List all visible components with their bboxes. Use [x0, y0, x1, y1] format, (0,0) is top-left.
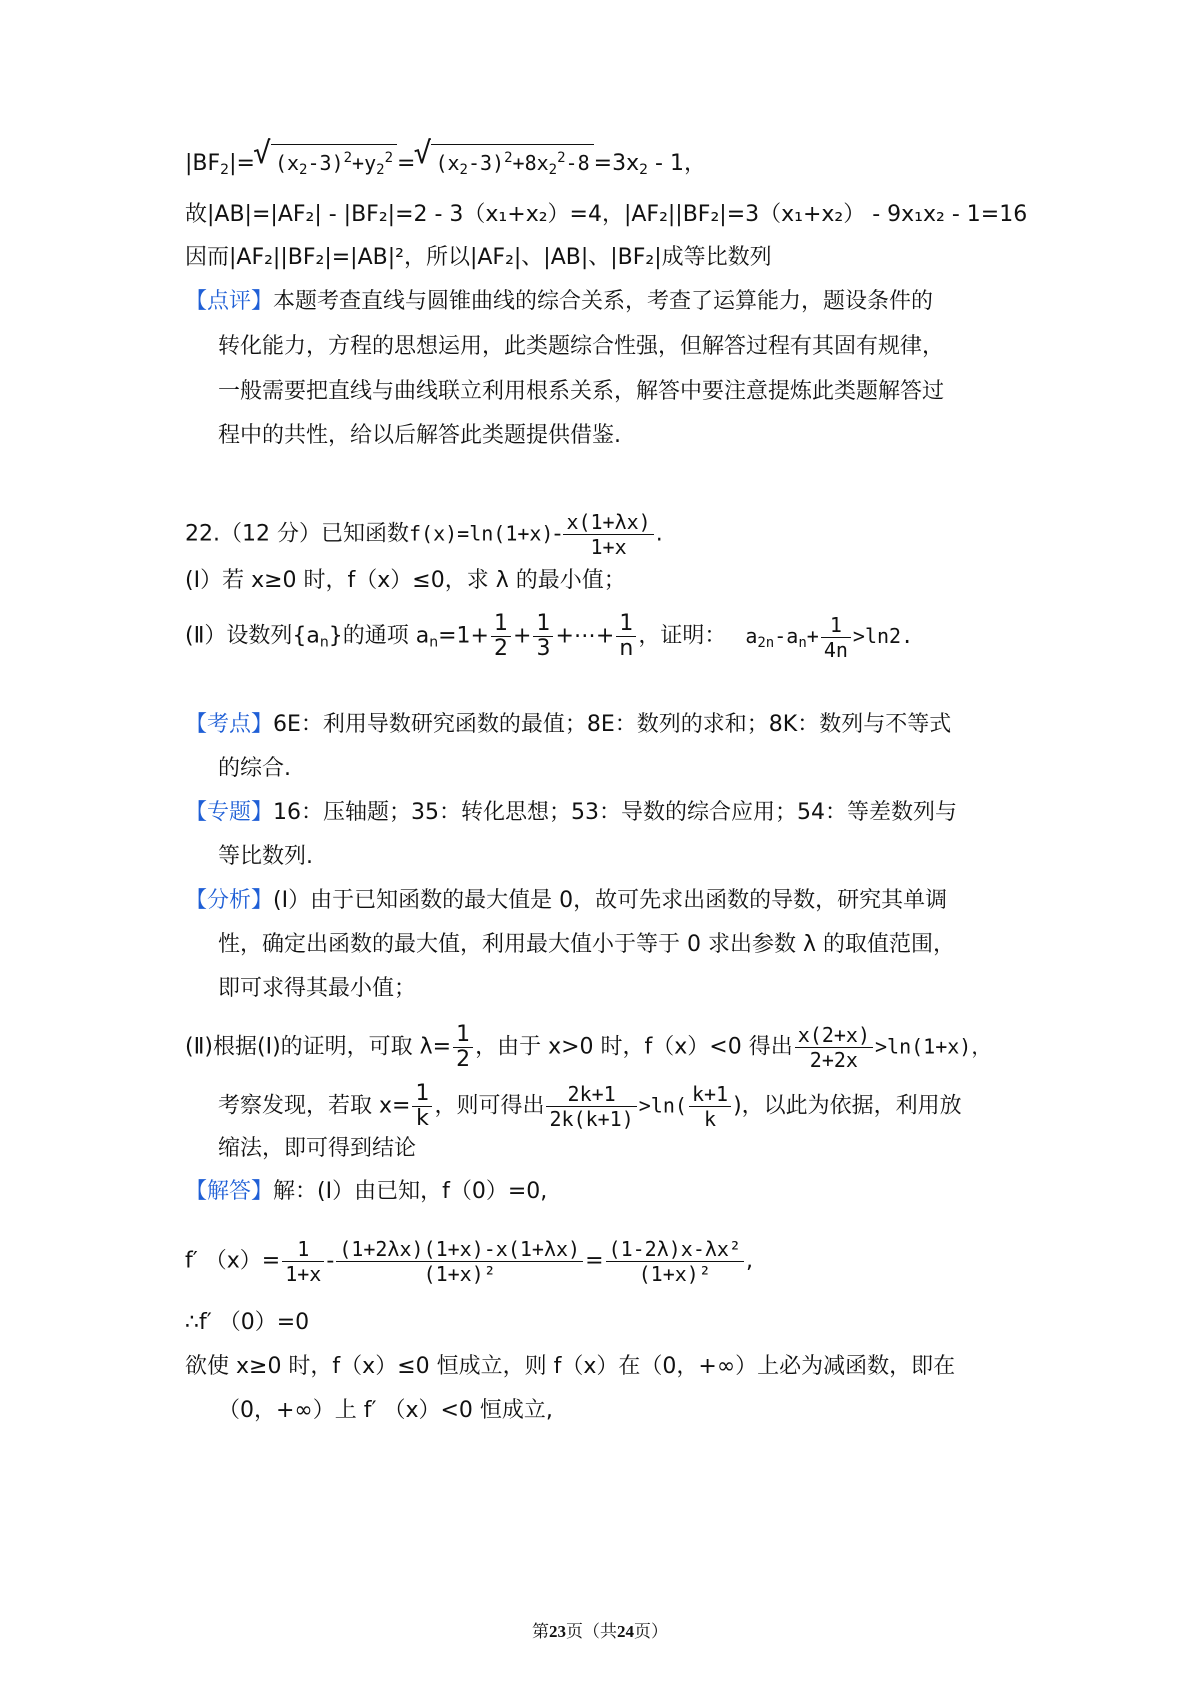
fenxi-line-5: 考察发现，若取 x= $\frac{1}{k}$ ，则可得出 $\frac{2k+1}{2k(k+1)}$ >ln( $\frac{k+1}{k}$ )，以此为依据，利用放: [218, 1081, 962, 1131]
kaodian-line-2: 的综合.: [218, 756, 291, 781]
part-2: (Ⅱ）设数列$\{a_n\}$的通项 $a_n=1+$ $\frac{1}{2}$ + $\frac{1}{3}$ +⋯+ $\frac{1}{n}$ ，证明： $a_{2n}-a_n+$ $\frac{1}{4n}$ >ln2.: [185, 611, 914, 662]
fraction: $\frac{\text{(1-2λ)x-λx²}}{\text{(1+x)²}}$: [606, 1237, 744, 1286]
jieda-line-3: ∴f′ （0）=0: [185, 1310, 310, 1335]
text: |BF: [185, 151, 221, 176]
sqrt-1: √ $(x_2-3)^2+y_2^2$: [271, 144, 397, 183]
fraction: $\frac{1}{k}$: [412, 1082, 432, 1131]
function-def: f(x)=ln(1+x): [408, 521, 554, 546]
kaodian-line-1: [185, 710, 951, 740]
jieda-line-1: [185, 1177, 547, 1207]
fraction: $\frac{1}{1+x}$: [282, 1237, 324, 1286]
fraction: $\frac{1}{3}$: [533, 612, 553, 661]
jieda-text: 解：(Ⅰ）由已知，f（0）=0,: [273, 1179, 548, 1204]
fenxi-line-1: [185, 886, 947, 916]
fraction: $\frac{1}{2}$: [491, 612, 511, 661]
fenxi-line-6: 缩法，即可得到结论: [218, 1136, 417, 1161]
jieda-line-4: 欲使 x≥0 时，f（x）≤0 恒成立，则 f（x）在（0，+∞）上必为减函数，即在: [185, 1354, 956, 1379]
fraction: $\frac{1}{2}$: [453, 1023, 473, 1072]
fenxi-line-2: 性，确定出函数的最大值，利用最大值小于等于 0 求出参数 λ 的取值范围，: [218, 932, 955, 957]
comment-text: 本题考查直线与圆锥曲线的综合关系，考查了运算能力，题设条件的: [273, 289, 934, 314]
geometric-sequence-conclusion: 因而|AF₂||BF₂|=|AB|²，所以|AF₂|、|AB|、|BF₂|成等比数列: [185, 245, 772, 270]
zhuanti-line-1: [185, 798, 957, 828]
fraction: $\frac{k+1}{k}$: [689, 1082, 731, 1131]
problem-22-statement: 22.（12 分）已知函数f(x)=ln(1+x)- $\frac{x(1+\lambda x)}{1+x}$ .: [185, 510, 663, 559]
comment-line-4: 程中的共性，给以后解答此类题提供借鉴.: [218, 423, 621, 448]
fraction: $\frac{1}{4n}$: [821, 613, 851, 662]
fenxi-line-3: 即可求得其最小值；: [218, 976, 417, 1001]
zhuanti-text: 16：压轴题；35：转化思想；53：导数的综合应用；54：等差数列与: [273, 800, 957, 825]
page-footer: 第23页（共24页）: [532, 1622, 668, 1641]
kaodian-text: 6E：利用导数研究函数的最值；8E：数列的求和；8K：数列与不等式: [273, 712, 952, 737]
comment-line-3: 一般需要把直线与曲线联立利用根系关系，解答中要注意提炼此类题解答过: [218, 379, 945, 404]
fraction: $\frac{x(2+x)}{2+2x}$: [795, 1023, 873, 1072]
page-number: 23: [549, 1622, 566, 1641]
comment-line-2: 转化能力，方程的思想运用，此类题综合性强，但解答过程有其固有规律，: [218, 334, 945, 359]
fraction: $\frac{x(1+\lambda x)}{1+x}$: [563, 510, 653, 559]
fraction: $\frac{1}{n}$: [616, 612, 636, 661]
zhuanti-tag: 【专题】: [185, 800, 274, 825]
kaodian-tag: 【考点】: [185, 712, 274, 737]
problem-head: 22.（12 分）已知函数: [185, 521, 409, 547]
fraction: $\frac{2k+1}{2k(k+1)}$: [546, 1082, 636, 1131]
zhuanti-line-2: 等比数列.: [218, 844, 313, 869]
fraction: $\frac{(1+2\lambda x)(1+x)-x(1+\lambda x)}{\text{(1+x)²}}$: [336, 1237, 583, 1286]
fenxi-tag: 【分析】: [185, 888, 274, 913]
ab-computation: 故|AB|=|AF₂| - |BF₂|=2 - 3（x₁+x₂）=4，|AF₂||BF₂|=3（x₁+x₂） - 9x₁x₂ - 1=16: [185, 202, 1028, 227]
bf2-expression: $|BF_2|=√$ $(x_2-3)^2+y_2^2$ =√ $(x_2-3)^2+8x_2^2-8 =3x_2 - 1$，: [185, 144, 706, 185]
jieda-tag: 【解答】: [185, 1179, 274, 1204]
fenxi-text: (Ⅰ）由于已知函数的最大值是 0，故可先求出函数的导数，研究其单调: [273, 888, 948, 913]
derivative-formula: f′ （x）= $\frac{1}{1+x}$ - $\frac{(1+2\lambda x)(1+x)-x(1+\lambda x)}{\text{(1+x)²}}$ = $\frac{\text{(1-2λ)x-λx²}}{\text{(1+x)²}}$ ,: [185, 1237, 753, 1286]
comment-line-1: [185, 287, 933, 317]
fenxi-line-4: (Ⅱ)根据(Ⅰ)的证明，可取 λ= $\frac{1}{2}$ ，由于 x>0 时，f（x）<0 得出 $\frac{x(2+x)}{2+2x}$ >ln(1+x)，: [185, 1022, 992, 1072]
sqrt-2: √ $(x_2-3)^2+8x_2^2-8$: [431, 144, 593, 183]
part-1: (Ⅰ）若 x≥0 时，f（x）≤0，求 λ 的最小值；: [185, 568, 626, 593]
comment-tag: 【点评】: [185, 289, 274, 314]
total-pages: 24: [617, 1622, 634, 1641]
jieda-line-5: （0，+∞）上 f′ （x）<0 恒成立,: [218, 1398, 553, 1423]
